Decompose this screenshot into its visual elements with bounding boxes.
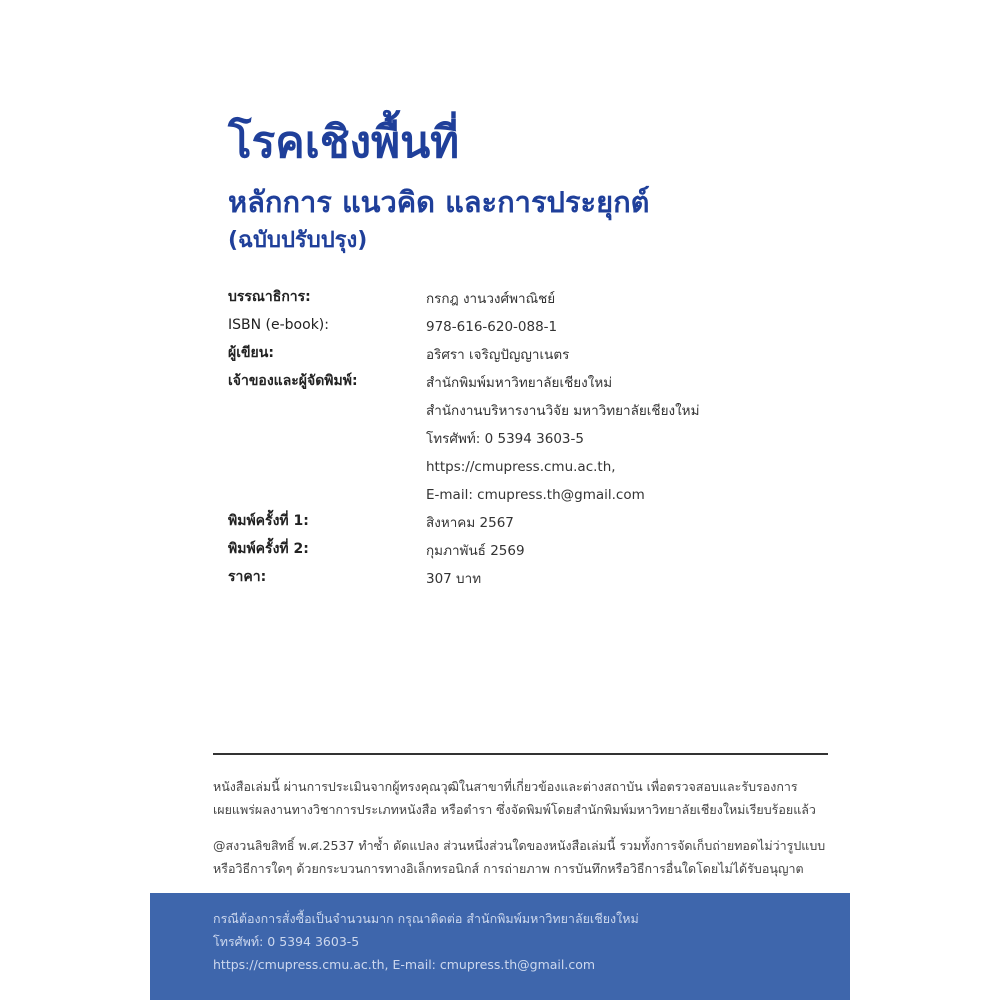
email-link[interactable]: E-mail: cmupress.th@gmail.com xyxy=(426,487,645,503)
info-row-editor xyxy=(228,285,828,313)
info-label: พิมพ์ครั้งที่ 2: xyxy=(228,541,309,557)
info-value: กุมภาพันธ์ 2569 xyxy=(426,543,525,559)
info-value: สิงหาคม 2567 xyxy=(426,515,514,531)
info-row-isbn xyxy=(228,313,828,341)
info-value: โทรศัพท์: 0 5394 3603-5 xyxy=(426,431,584,447)
contact-line: โทรศัพท์: 0 5394 3603-5 xyxy=(213,934,360,949)
publication-info xyxy=(228,285,828,593)
contact-line: กรณีต้องการสั่งซื้อเป็นจำนวนมาก กรุณาติดต่อ สำนักพิมพ์มหาวิทยาลัยเชียงใหม่ xyxy=(213,911,639,926)
info-row-first-print xyxy=(228,509,828,537)
book-edition: (ฉบับปรับปรุง) xyxy=(228,228,368,253)
info-value: 307 บาท xyxy=(426,571,482,587)
website-link[interactable]: https://cmupress.cmu.ac.th, xyxy=(426,459,616,475)
info-value: 978-616-620-088-1 xyxy=(426,319,558,335)
info-label: เจ้าของและผู้จัดพิมพ์: xyxy=(228,373,358,389)
info-value: กรกฎ งานวงศ์พาณิชย์ xyxy=(426,291,556,307)
contact-links[interactable]: https://cmupress.cmu.ac.th, E-mail: cmupress.th@gmail.com xyxy=(213,957,596,972)
contact-info xyxy=(213,907,833,976)
note-line: หรือวิธีการใดๆ ด้วยกระบวนการทางอิเล็กทรอนิกส์ การถ่ายภาพ การบันทึกหรือวิธีการอื่นใดโดยไม่ได้รับอนุญาต xyxy=(213,861,804,876)
divider xyxy=(213,753,828,755)
info-value: สำนักงานบริหารงานวิจัย มหาวิทยาลัยเชียงใหม่ xyxy=(426,403,700,419)
review-note xyxy=(213,775,833,821)
legal-notes xyxy=(213,775,833,893)
info-label: ผู้เขียน: xyxy=(228,345,274,361)
copyright-note xyxy=(213,834,833,880)
note-line: เผยแพร่ผลงานทางวิชาการประเภทหนังสือ หรือตำรา ซึ่งจัดพิมพ์โดยสำนักพิมพ์มหาวิทยาลัยเชียงใหม่เรียบร้อยแล้ว xyxy=(213,802,816,817)
info-row-second-print xyxy=(228,537,828,565)
info-value: สำนักพิมพ์มหาวิทยาลัยเชียงใหม่ xyxy=(426,375,613,391)
info-row-price xyxy=(228,565,828,593)
book-title: โรคเชิงพื้นที่ xyxy=(228,117,460,168)
info-label: ISBN (e-book): xyxy=(228,317,329,333)
note-line: หนังสือเล่มนี้ ผ่านการประเมินจากผู้ทรงคุณวุฒิในสาขาที่เกี่ยวข้องและต่างสถาบัน เพื่อตรวจสอบและรับรองการ xyxy=(213,779,798,794)
book-subtitle: หลักการ แนวคิด และการประยุกต์ xyxy=(228,185,650,219)
info-row-publisher xyxy=(228,369,828,509)
info-label: พิมพ์ครั้งที่ 1: xyxy=(228,513,309,529)
info-label: บรรณาธิการ: xyxy=(228,289,311,305)
note-line: @สงวนลิขสิทธิ์ พ.ศ.2537 ทำซ้ำ ดัดแปลง ส่วนหนึ่งส่วนใดของหนังสือเล่มนี้ รวมทั้งการจัดเก็บถ่ายทอดไม่ว่ารูปแบบ xyxy=(213,838,826,853)
info-label: ราคา: xyxy=(228,569,267,585)
info-value: อริศรา เจริญปัญญาเนตร xyxy=(426,347,570,363)
info-row-author xyxy=(228,341,828,369)
